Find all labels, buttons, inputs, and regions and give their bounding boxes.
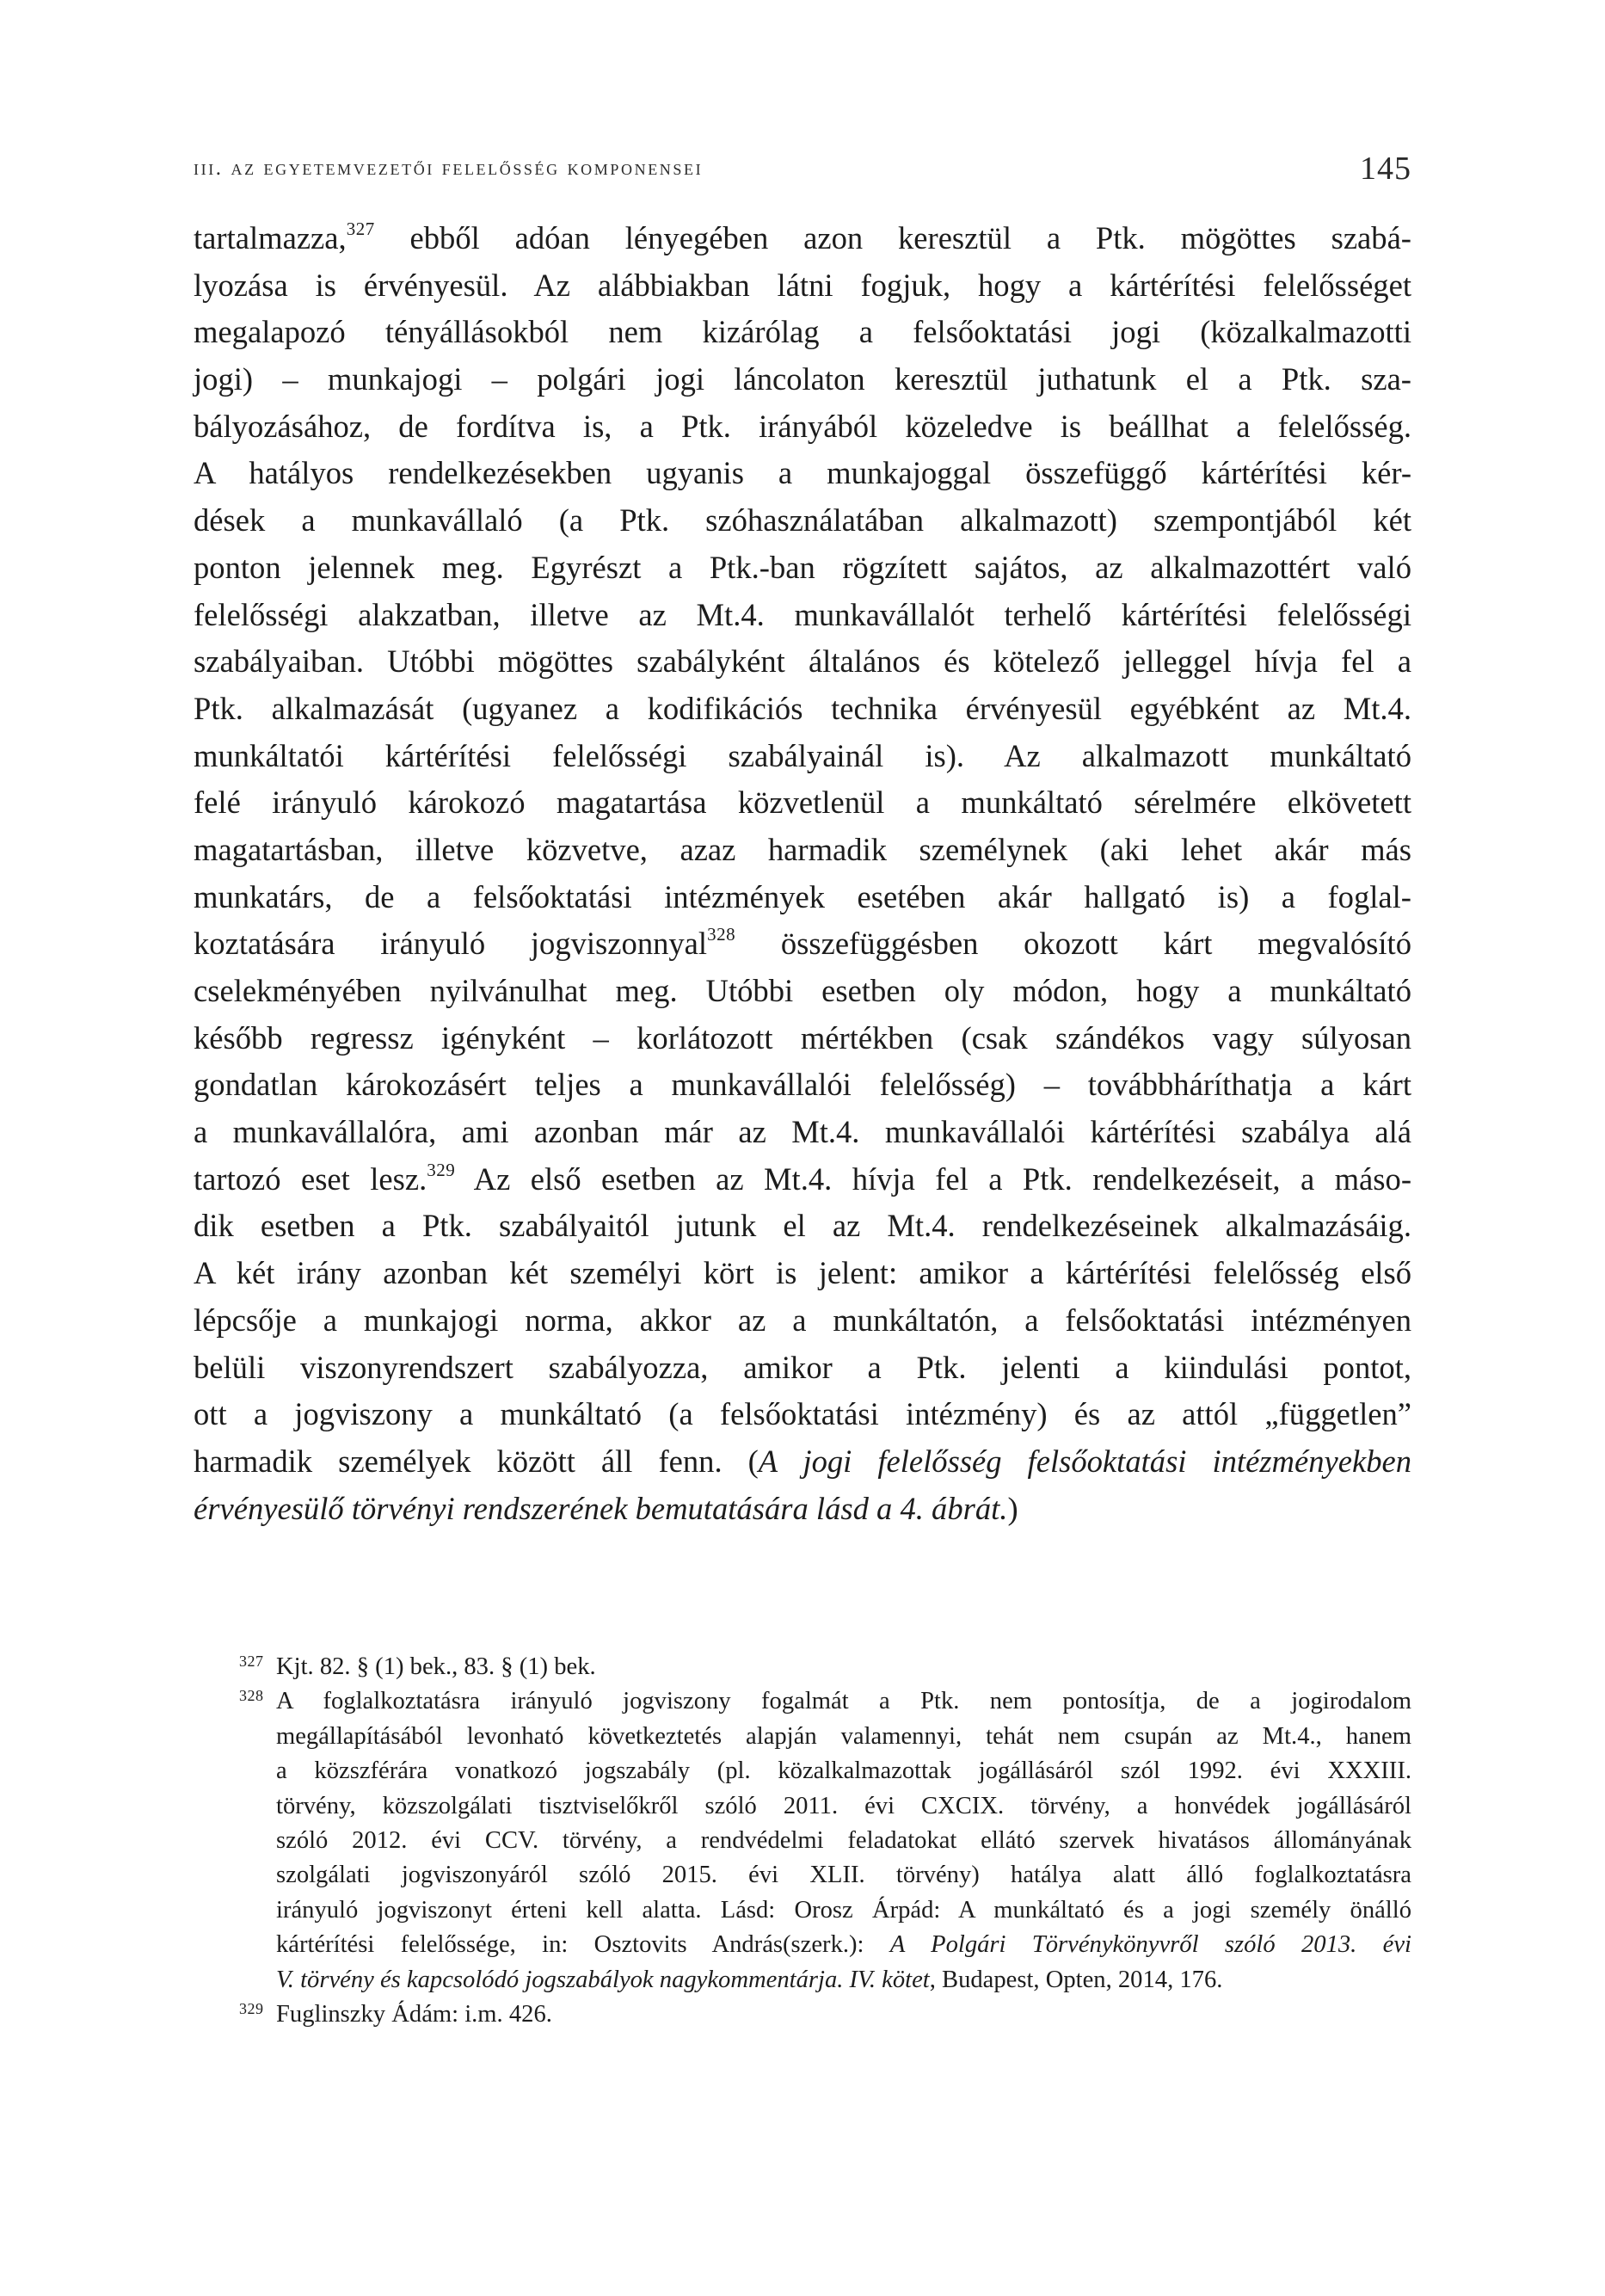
footnote-329: [239, 1997, 1411, 2032]
footnote-line: A foglalkoztatásra irányuló jogviszony fogalmát a Ptk. nem pontosítja, de a jogirodalom: [276, 1688, 1411, 1715]
footnote-line: törvény, közszolgálati tisztviselőkről szóló 2011. évi CXCIX. törvény, a honvédek jogállásáról: [276, 1792, 1411, 1819]
body-text: összefüggésben okozott kárt megvalósító: [735, 926, 1411, 962]
body-line: megalapozó tényállásokból nem kizárólag a felsőoktatási jogi (közalkalmazotti: [194, 314, 1411, 350]
body-line: később regressz igényként – korlátozott mértékben (csak szándékos vagy súlyosan: [194, 1019, 1411, 1056]
body-line: gondatlan károkozásért teljes a munkavállalói felelősség) – továbbháríthatja a kárt: [194, 1067, 1411, 1103]
body-line: [194, 1438, 1411, 1486]
footnote-text: , Budapest, Opten, 2014, 176.: [929, 1966, 1223, 1993]
body-line: cselekményében nyilvánulhat meg. Utóbbi esetben oly módon, hogy a munkáltató: [194, 973, 1411, 1008]
footnote-line: Fuglinszky Ádám: i.m. 426.: [276, 2000, 552, 2028]
body-line: felelősségi alakzatban, illetve az Mt.4. munkavállalót terhelő kártérítési felelősségi: [194, 596, 1411, 632]
footnote-327: [239, 1650, 1411, 1684]
footnote-number: 327: [239, 1653, 264, 1670]
body-line: munkáltatói kártérítési felelősségi szabályainál is). Az alkalmazott munkáltató: [194, 737, 1411, 773]
body-line: A hatályos rendelkezésekben ugyanis a munkajoggal összefüggő kártérítési kér-: [194, 455, 1411, 491]
body-text: Az első esetben az Mt.4. hívja fel a Ptk. rendelkezéseit, a máso-: [455, 1160, 1411, 1197]
footnote-line: a közszférára vonatkozó jogszabály (pl. közalkalmazottak jogállásáról szól 1992. évi XXXIII.: [276, 1757, 1411, 1785]
footnotes-section: [239, 1650, 1411, 2032]
footnote-line: Kjt. 82. § (1) bek., 83. § (1) bek.: [276, 1653, 596, 1680]
body-line: bályozásához, de fordítva is, a Ptk. irányából közeledve is beállhat a felelősség.: [194, 408, 1411, 444]
body-line: felé irányuló károkozó magatartása közvetlenül a munkáltató sérelmére elkövetett: [194, 785, 1411, 821]
footnote-328: [239, 1684, 1411, 1997]
body-line: Ptk. alkalmazását (ugyanez a kodifikációs technika érvényesül egyébként az Mt.4.: [194, 690, 1411, 726]
body-italic-text: A jogi felelősség felsőoktatási intézményekben: [758, 1443, 1412, 1479]
body-line: [194, 1486, 1411, 1533]
body-text: tartalmazza,: [194, 220, 347, 255]
footnote-line: megállapításából levonható következtetés alapján valamennyi, tehát nem csupán az Mt.4., hanem: [276, 1722, 1411, 1750]
body-line: [194, 1156, 1411, 1203]
body-line: [194, 215, 1411, 262]
footnote-line: irányuló jogviszonyt érteni kell alatta. Lásd: Orosz Árpád: A munkáltató és a jogi személy önálló: [276, 1896, 1411, 1924]
running-head: iii. az egyetemvezetői felelősség komponensei: [194, 157, 704, 180]
body-line: belüli viszonyrendszert szabályozza, amikor a Ptk. jelenti a kiindulási pontot,: [194, 1349, 1411, 1385]
body-text: tartozó eset lesz.: [194, 1160, 427, 1197]
body-line: dik esetben a Ptk. szabályaitól jutunk el az Mt.4. rendelkezéseinek alkalmazásáig.: [194, 1208, 1411, 1244]
footnote-number: 328: [239, 1687, 264, 1705]
body-text: koztatására irányuló jogviszonnyal: [194, 926, 708, 962]
body-text: ): [1007, 1490, 1018, 1526]
body-italic-text: érvényesülő törvényi rendszerének bemutatására lásd a 4. ábrát.: [194, 1490, 1008, 1526]
body-line: a munkavállalóra, ami azonban már az Mt.4. munkavállalói kártérítési szabálya alá: [194, 1114, 1411, 1150]
footnote-italic-text: A Polgári Törvénykönyvről szóló 2013. évi: [889, 1931, 1411, 1959]
body-line: lépcsője a munkajogi norma, akkor az a munkáltatón, a felsőoktatási intézményen: [194, 1302, 1411, 1338]
body-paragraph: [194, 215, 1411, 1532]
body-text: harmadik személyek között áll fenn. (: [194, 1443, 759, 1479]
footnote-reference[interactable]: 329: [427, 1159, 456, 1180]
footnote-line: [242, 1928, 1411, 1962]
body-line: jogi) – munkajogi – polgári jogi láncolaton keresztül juthatunk el a Ptk. sza-: [194, 361, 1411, 397]
body-line: A két irány azonban két személyi kört is jelent: amikor a kártérítési felelősség első: [194, 1255, 1411, 1291]
body-line: magatartásban, illetve közvetve, azaz harmadik személynek (aki lehet akár más: [194, 831, 1411, 867]
footnote-line: szolgálati jogviszonyáról szóló 2015. évi XLII. törvény) hatálya alatt álló foglalkoztatásra: [276, 1862, 1411, 1889]
body-line: szabályaiban. Utóbbi mögöttes szabályként általános és kötelező jelleggel hívja fel a: [194, 643, 1411, 680]
page-number: 145: [1360, 151, 1411, 187]
footnote-number: 329: [239, 1999, 264, 2017]
footnote-reference[interactable]: 327: [346, 219, 375, 239]
body-line: lyozása is érvényesül. Az alábbiakban látni fogjuk, hogy a kártérítési felelősséget: [194, 267, 1411, 303]
footnote-reference[interactable]: 328: [707, 924, 736, 945]
body-text: ebből adóan lényegében azon keresztül a Ptk. mögöttes szabá-: [374, 220, 1411, 255]
footnote-line: szóló 2012. évi CCV. törvény, a rendvédelmi feladatokat ellátó szervek hivatásos állományának: [276, 1826, 1411, 1854]
body-line: dések a munkavállaló (a Ptk. szóhasználatában alkalmazott) szempontjából két: [194, 502, 1411, 539]
footnote-text: kártérítési felelőssége, in: Osztovits András(szerk.):: [276, 1931, 890, 1959]
footnote-line: [242, 1963, 1411, 1997]
footnote-italic-text: V. törvény és kapcsolódó jogszabályok nagykommentárja. IV. kötet: [276, 1966, 930, 1993]
page-header: [194, 150, 1411, 201]
body-line: munkatárs, de a felsőoktatási intézmények esetében akár hallgató is) a foglal-: [194, 878, 1411, 914]
body-line: ott a jogviszony a munkáltató (a felsőoktatási intézmény) és az attól „független”: [194, 1396, 1411, 1432]
body-line: [194, 920, 1411, 968]
body-line: ponton jelennek meg. Egyrészt a Ptk.-ban rögzített sajátos, az alkalmazottért való: [194, 549, 1411, 585]
